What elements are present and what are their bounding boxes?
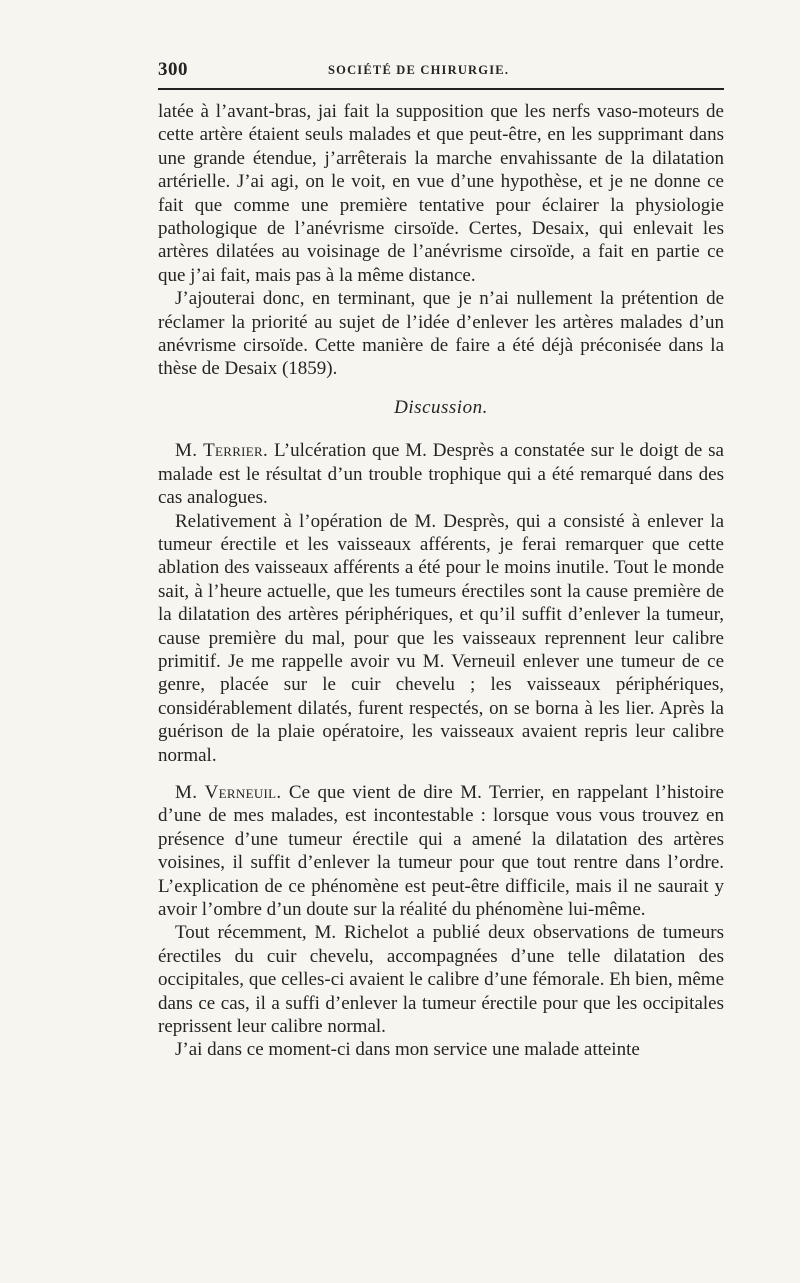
paragraph-terrier (158, 439, 724, 509)
speech-text: L’ulcération que M. Desprès a constatée sur le doigt de sa malade est le résultat d’un trouble trophique qui a été remarqué dans des cas analogues. (158, 440, 724, 509)
paragraph-conclusion: J’ajouterai donc, en terminant, que je n’ai nullement la prétention de réclamer la priorité au sujet de l’idée d’enlever les artères malades d’un anévrisme cirsoïde. Cette manière de faire a été déjà préconisée dans la thèse de Desaix (1859). (158, 288, 724, 380)
speaker-name: M. Terrier. (175, 440, 269, 462)
section-heading-discussion: Discussion. (394, 396, 488, 418)
speaker-name: M. Verneuil. (175, 781, 282, 803)
header-rule (158, 88, 724, 90)
paragraph-gap (158, 767, 724, 781)
paragraph-final: J’ai dans ce moment-ci dans mon service une malade atteinte (175, 1039, 640, 1061)
book-page (158, 56, 724, 1061)
paragraph-verneuil (158, 781, 724, 921)
running-head: SOCIÉTÉ DE CHIRURGIE. (328, 63, 510, 77)
speech-text: Ce que vient de dire M. Terrier, en rappelant l’histoire d’une de mes malades, est incontestable : lorsque vous vous trouvez en présence d’une tumeur érectile qui a amené la dilatation des artères voisines, il suffit d’enlever la tumeur pour que tout rentre dans l’ordre. L’explication de ce phénomène est peut-être difficile, mais il ne saurait y avoir l’ombre d’un doute sur la réalité du phénomène lui-même. (158, 781, 724, 920)
paragraph-richelot: Tout récemment, M. Richelot a publié deux observations de tumeurs érectiles du cuir chevelu, accompagnées d’une telle dilatation des occipitales, que celles-ci avaient le calibre d’une fémorale. Eh bien, même dans ce cas, il a suffi d’enlever la tumeur érectile pour que les occipitales reprissent leur calibre normal. (158, 922, 724, 1038)
paragraph-continuation: latée à l’avant-bras, jai fait la supposition que les nerfs vaso-moteurs de cette artère étaient seuls malades et que peut-être, en les supprimant dans une grande étendue, j’arrêterais la marche envahissante de la dilatation artérielle. J’ai agi, on le voit, en vue d’une hypothèse, et je ne donne ce fait que comme une première tentative pour éclairer la physiologie pathologique de l’anévrisme cirsoïde. Certes, Desaix, qui enlevait les artères dilatées au voisinage de l’anévrisme cirsoïde, a fait en partie ce que j’ai fait, mais pas à la même distance. (158, 101, 724, 286)
page-header (158, 56, 724, 86)
page-number: 300 (158, 59, 188, 80)
paragraph-terrier-continued: Relativement à l’opération de M. Desprès, qui a consisté à enlever la tumeur érectile et les vaisseaux afférents, je ferai remarquer que cette ablation des vaisseaux afférents a été pour le moins inutile. Tout le monde sait, à l’heure actuelle, que les tumeurs érectiles sont la cause première de la dilatation des artères périphériques, et qu’il suffit d’enlever la tumeur, cause première du mal, pour que les vaisseaux reprennent leur calibre primitif. Je me rappelle avoir vu M. Verneuil enlever une tumeur de ce genre, placée sur le cuir chevelu ; les vaisseaux périphériques, considérablement dilatés, furent respectés, on se borna à les lier. Après la guérison de la plaie opératoire, les vaisseaux avaient repris leur calibre normal. (158, 510, 724, 766)
page-body (158, 100, 724, 1062)
